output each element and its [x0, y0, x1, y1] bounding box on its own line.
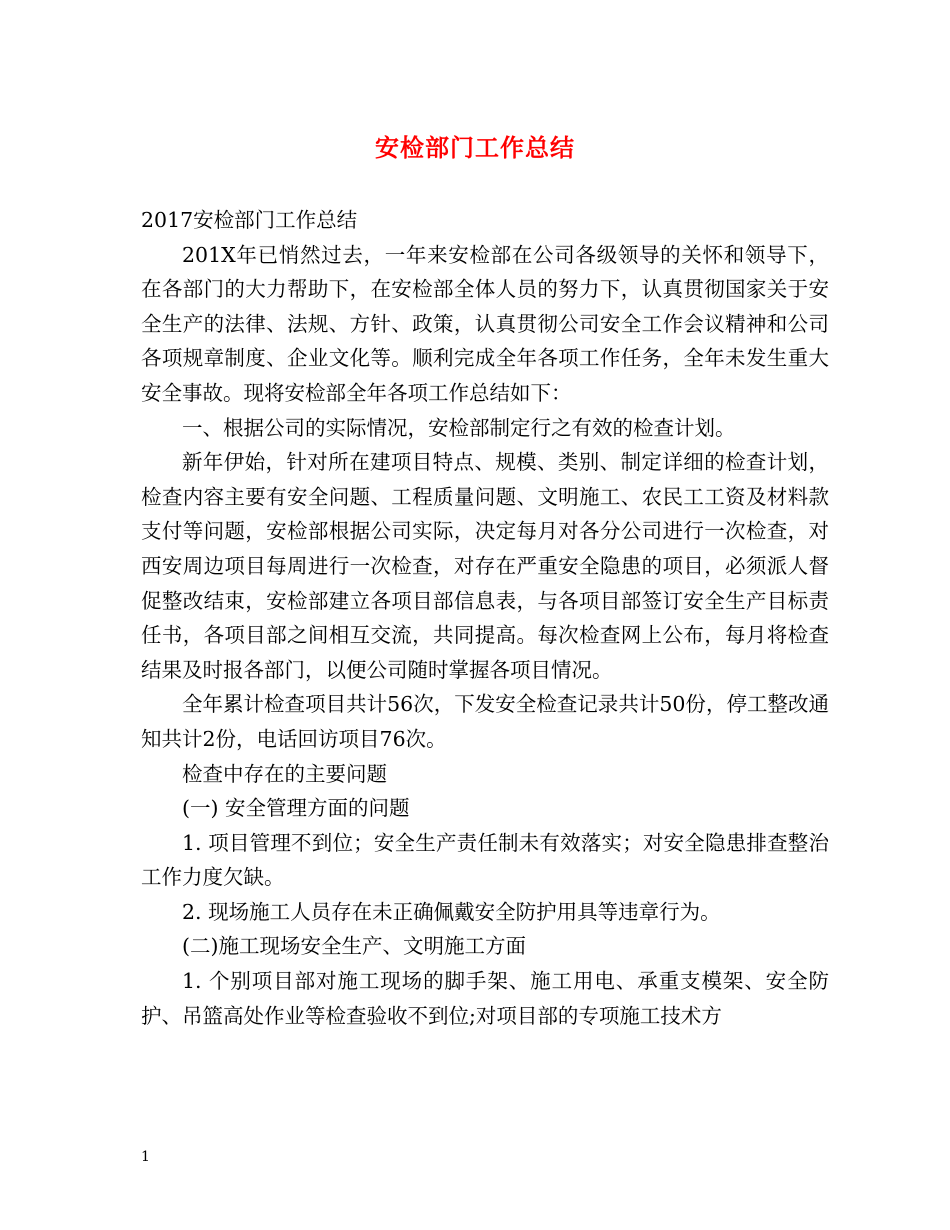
paragraph: 1. 个别项目部对施工现场的脚手架、施工用电、承重支模架、安全防护、吊篮高处作业等检查验收不到位;对项目部的专项施工技术方: [141, 969, 829, 1028]
paragraph: 新年伊始，针对所在建项目特点、规模、类别、制定详细的检查计划，检查内容主要有安全问题、工程质量问题、文明施工、农民工工资及材料款支付等问题，安检部根据公司实际，决定每月对各分公司进行一次检查，对西安周边项目每周进行一次检查，对存在严重安全隐患的项目，必须派人督促整改结束，安检部建立各项目部信息表，与各项目部签订安全生产目标责任书，各项目部之间相互交流，共同提高。每次检查网上公布，每月将检查结果及时报各部门，以便公司随时掌握各项目情况。: [141, 450, 829, 682]
paragraph: 一、根据公司的实际情况，安检部制定行之有效的检查计划。: [182, 415, 736, 440]
paragraph: 全年累计检查项目共计56次，下发安全检查记录共计50份，停工整改通知共计2份，电话回访项目76次。: [141, 692, 829, 751]
document-title: 安检部门工作总结: [375, 133, 575, 162]
paragraph: (二)施工现场安全生产、文明施工方面: [182, 934, 526, 959]
paragraph: 检查中存在的主要问题: [182, 761, 387, 786]
paragraph: 2017安检部门工作总结: [141, 208, 358, 232]
paragraph: (一) 安全管理方面的问题: [182, 796, 410, 821]
paragraph: 201X年已悄然过去，一年来安检部在公司各级领导的关怀和领导下，在各部门的大力帮助下，在安检部全体人员的努力下，认真贯彻国家关于安全生产的法律、法规、方针、政策，认真贯彻公司安全工作会议精神和公司各项规章制度、企业文化等。顺利完成全年各项工作任务，全年未发生重大安全事故。现将安检部全年各项工作总结如下：: [141, 242, 829, 405]
document-body: [141, 203, 829, 1033]
paragraph: 2. 现场施工人员存在未正确佩戴安全防护用具等违章行为。: [182, 899, 721, 924]
page-number: 1: [141, 1149, 150, 1165]
paragraph: 1. 项目管理不到位；安全生产责任制未有效落实；对安全隐患排查整治工作力度欠缺。: [141, 830, 829, 890]
